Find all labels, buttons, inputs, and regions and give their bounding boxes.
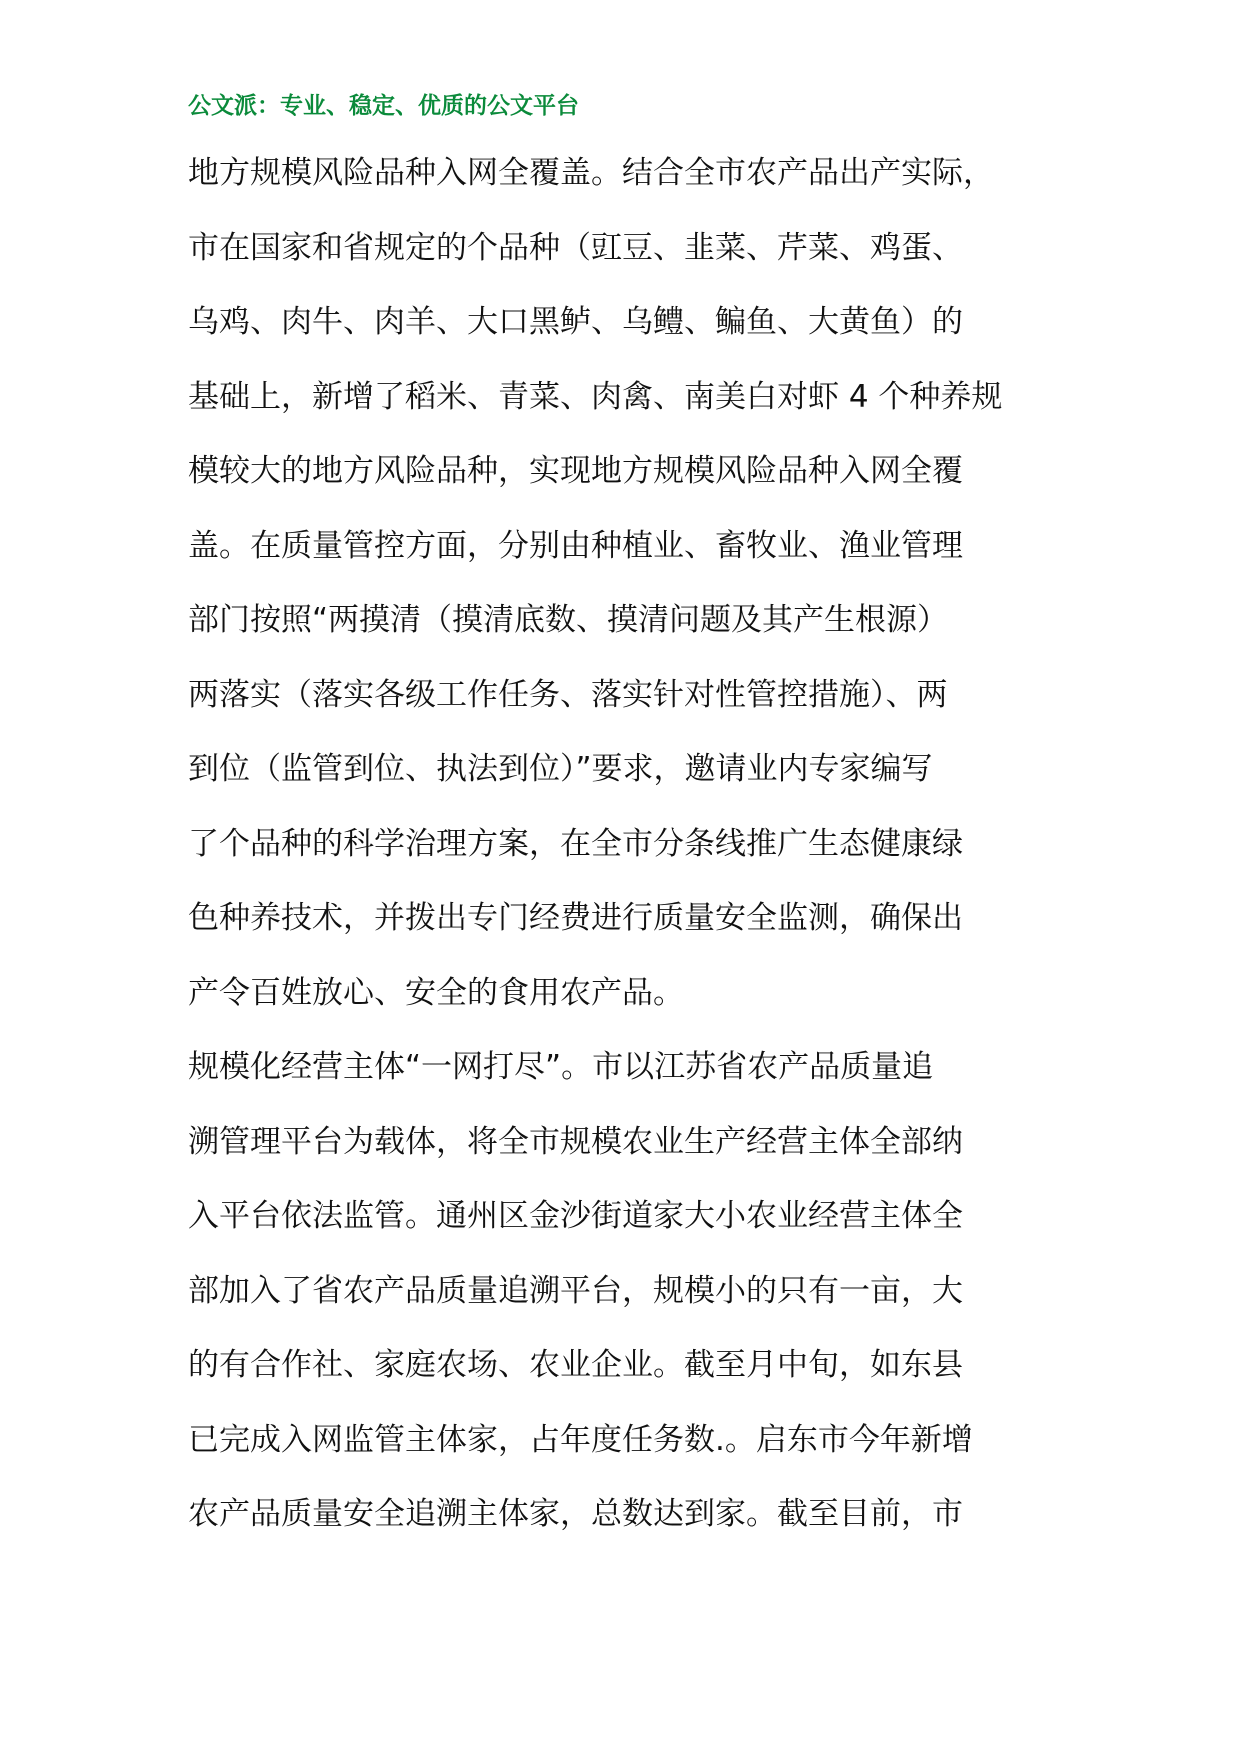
text-line: 地方规模风险品种入网全覆盖。结合全市农产品出产实际， [188, 155, 994, 191]
text-line: 到位（监管到位、执法到位）”要求，邀请业内专家编写 [188, 751, 933, 787]
paragraph-2 [188, 1030, 1058, 1552]
text-line: 市在国家和省规定的个品种（豇豆、韭菜、芹菜、鸡蛋、 [188, 229, 963, 266]
site-header: 公文派：专业、稳定、优质的公文平台 [188, 93, 579, 119]
text-line: 农产品质量安全追溯主体家，总数达到家。截至目前，市 [188, 1496, 963, 1532]
text-line: 基础上，新增了稻米、青菜、肉禽、南美白对虾 4 个种养规 [188, 378, 1003, 415]
text-line: 部加入了省农产品质量追溯平台，规模小的只有一亩，大 [188, 1272, 963, 1309]
text-line: 乌鸡、肉牛、肉羊、大口黑鲈、乌鳢、鳊鱼、大黄鱼）的 [188, 304, 963, 340]
text-line: 规模化经营主体“一网打尽”。市以江苏省农产品质量追 [188, 1049, 934, 1085]
text-line: 两落实（落实各级工作任务、落实针对性管控措施）、两 [188, 676, 948, 713]
text-line: 溯管理平台为载体，将全市规模农业生产经营主体全部纳 [188, 1123, 963, 1160]
text-line: 入平台依法监管。通州区金沙街道家大小农业经营主体全 [188, 1198, 963, 1234]
text-line: 已完成入网监管主体家，占年度任务数.。启东市今年新增 [188, 1421, 973, 1458]
text-line: 盖。在质量管控方面，分别由种植业、畜牧业、渔业管理 [188, 527, 963, 564]
text-line: 模较大的地方风险品种，实现地方规模风险品种入网全覆 [188, 453, 963, 489]
text-line: 色种养技术，并拨出专门经费进行质量安全监测，确保出 [188, 900, 963, 936]
text-line: 了个品种的科学治理方案，在全市分条线推广生态健康绿 [188, 825, 963, 862]
text-line: 产令百姓放心、安全的食用农产品。 [188, 974, 684, 1011]
text-line: 的有合作社、家庭农场、农业企业。截至月中旬，如东县 [188, 1347, 963, 1383]
text-line: 部门按照“两摸清（摸清底数、摸清问题及其产生根源） [188, 602, 949, 638]
paragraph-1 [188, 136, 1058, 1030]
